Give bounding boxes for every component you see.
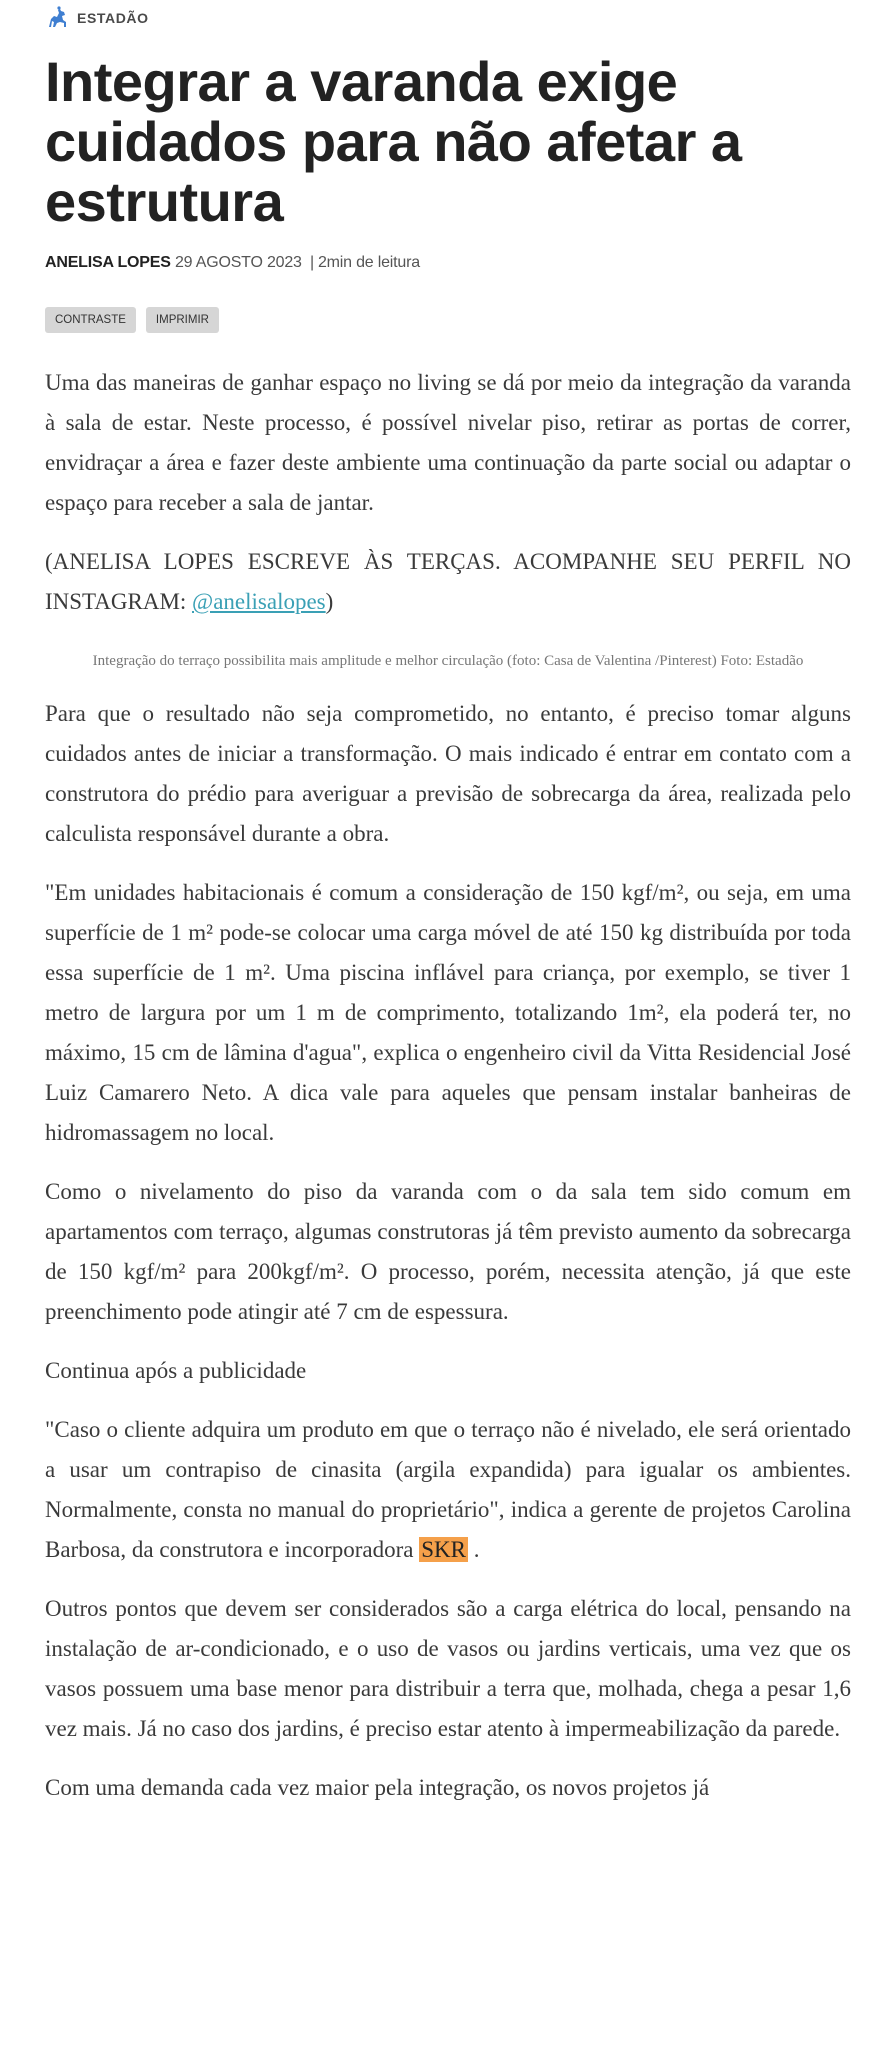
author-name[interactable]: ANELISA LOPES	[45, 254, 171, 271]
byline	[45, 254, 851, 272]
brand-header[interactable]	[45, 0, 851, 36]
byline-separator: |	[309, 254, 314, 271]
image-caption: Integração do terraço possibilita mais amplitude e melhor circulação (foto: Casa de Valentina /Pinterest) Foto: Estadão	[92, 653, 804, 669]
quote-end: .	[468, 1537, 480, 1562]
read-time: 2min de leitura	[317, 254, 420, 271]
print-button[interactable]: IMPRIMIR	[146, 307, 219, 333]
brand-name: ESTADÃO	[77, 10, 149, 26]
horse-rider-logo-icon	[45, 5, 71, 31]
quote-text: "Caso o cliente adquira um produto em que o terraço não é nivelado, ele será orientado a usar um contrapiso de cinasita (argila expandida) para igualar os ambientes. Normalmente, consta no manual do proprietário", indica a gerente de projetos Carolina Barbosa, da construtora e incorporadora	[45, 1417, 851, 1562]
paragraph-2	[45, 542, 851, 622]
highlighted-company[interactable]: SKR	[421, 1537, 466, 1562]
paragraph-8: Com uma demanda cada vez maior pela integração, os novos projetos já	[45, 1775, 710, 1800]
publish-date: 29 AGOSTO 2023	[174, 254, 302, 271]
paragraph-7: Outros pontos que devem ser considerados são a carga elétrica do local, pensando na instalação de ar-condicionado, e o uso de vasos ou jardins verticais, uma vez que os vasos possuem uma base menor para distribuir a terra que, molhada, chega a pesar 1,6 vez mais. Já no caso dos jardins, é preciso estar atento à impermeabilização da parede.	[45, 1596, 851, 1741]
article-title: Integrar a varanda exige cuidados para não afetar a estrutura	[45, 50, 742, 233]
article-tools	[45, 307, 851, 333]
author-note-close: )	[325, 589, 334, 614]
ad-notice: Continua após a publicidade	[45, 1358, 307, 1383]
paragraph-6	[45, 1410, 851, 1570]
paragraph-5: Como o nivelamento do piso da varanda com o da sala tem sido comum em apartamentos com terraço, algumas construtoras já têm previsto aumento da sobrecarga de 150 kgf/m² para 200kgf/m². O processo, porém, necessita atenção, já que este preenchimento pode atingir até 7 cm de espessura.	[45, 1179, 851, 1324]
paragraph-4: "Em unidades habitacionais é comum a consideração de 150 kgf/m², ou seja, em uma superfície de 1 m² pode-se colocar uma carga móvel de até 150 kg distribuída por toda essa superfície de 1 m². Uma piscina inflável para criança, por exemplo, se tiver 1 metro de largura por um 1 m de comprimento, totalizando 1m², ela poderá ter, no máximo, 15 cm de lâmina d'agua", explica o engenheiro civil da Vitta Residencial José Luiz Camarero Neto. A dica vale para aqueles que pensam instalar banheiras de hidromassagem no local.	[45, 880, 851, 1145]
author-note: (ANELISA LOPES ESCREVE ÀS TERÇAS. ACOMPANHE SEU PERFIL NO INSTAGRAM:	[45, 549, 851, 614]
paragraph-1: Uma das maneiras de ganhar espaço no living se dá por meio da integração da varanda à sala de estar. Neste processo, é possível nivelar piso, retirar as portas de correr, envidraçar a área e fazer deste ambiente uma continuação da parte social ou adaptar o espaço para receber a sala de jantar.	[45, 370, 851, 515]
contrast-button[interactable]: CONTRASTE	[45, 307, 136, 333]
article-body	[45, 363, 851, 1808]
paragraph-3: Para que o resultado não seja comprometido, no entanto, é preciso tomar alguns cuidados antes de iniciar a transformação. O mais indicado é entrar em contato com a construtora do prédio para averiguar a previsão de sobrecarga da área, realizada pelo calculista responsável durante a obra.	[45, 701, 851, 846]
instagram-link[interactable]: @anelisalopes	[192, 589, 326, 614]
